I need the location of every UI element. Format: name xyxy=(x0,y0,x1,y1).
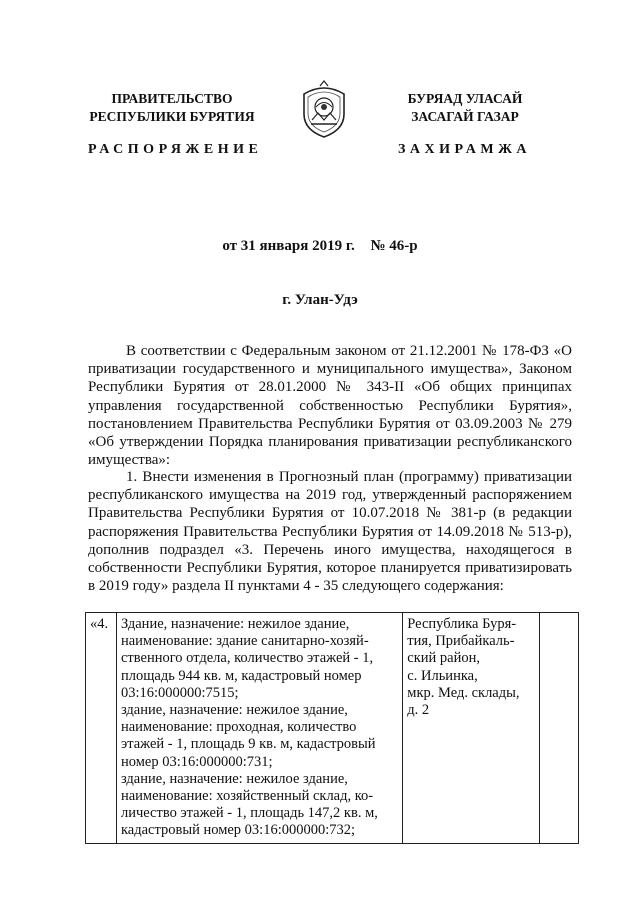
header-left-line-2: РЕСПУБЛИКИ БУРЯТИЯ xyxy=(89,109,255,124)
description-line: здание, назначение: нежилое здание, xyxy=(120,770,348,787)
description-line: площадь 944 кв. м, кадастровый номер xyxy=(120,667,362,684)
order-title-buryat: ЗАХИРАМЖА xyxy=(398,142,532,157)
order-number: № 46-р xyxy=(370,238,418,254)
location-line: ский район, xyxy=(407,650,481,667)
description-line: номер 03:16:000000:731; xyxy=(120,753,273,770)
description-line: наименование: здание санитарно-хозяй- xyxy=(120,633,369,650)
location-line: мкр. Мед. склады, xyxy=(407,684,520,701)
row-number: «4. xyxy=(86,613,117,844)
property-description xyxy=(116,613,402,844)
preamble-paragraph: В соответствии с Федеральным законом от 21.12.2001 № 178-ФЗ «О приватизации государственного и муниципального имущества», Законом Республики Бурятия от 28.01.2000 № 343-II «Об общих принципах управления государственной собственностью Республики Бурятия», постановлением Правительства Республики Бурятия от 03.09.2003 № 279 «Об утверждении Порядка планирования приватизации республиканского имущества»: xyxy=(88,343,572,469)
description-line: Здание, назначение: нежилое здание, xyxy=(120,616,350,632)
table-row xyxy=(86,613,579,844)
order-title-russian: РАСПОРЯЖЕНИЕ xyxy=(88,142,263,157)
location-line: тия, Прибайкаль- xyxy=(407,633,515,650)
date-number-line xyxy=(0,238,640,255)
header-right-line-2: ЗАСАГАЙ ГАЗАР xyxy=(411,109,519,124)
property-location xyxy=(403,613,540,844)
location-line: д. 2 xyxy=(407,702,430,719)
privatization-table xyxy=(85,612,579,844)
description-line: этажей - 1, площадь 9 кв. м, кадастровый xyxy=(120,736,376,753)
order-date: от 31 января 2019 г. xyxy=(222,238,355,254)
item-1-paragraph: 1. Внести изменения в Прогнозный план (программу) приватизации республиканского имущества на 2019 год, утвержденный распоряжением Правительства Республики Бурятия от 10.07.2018 № 381-р (в редакции распоряжения Правительства Республики Бурятия от 14.09.2018 № 513-р), дополнив подраздел «3. Перечень иного имущества, находящегося в собственности Республики Бурятия, которое планируется приватизировать в 2019 году» раздела II пунктами 4 - 35 следующего содержания: xyxy=(88,469,572,595)
description-line: наименование: проходная, количество xyxy=(120,719,357,736)
description-line: личество этажей - 1, площадь 147,2 кв. м, xyxy=(120,805,378,822)
government-title-russian xyxy=(62,90,282,126)
description-line: кадастровый номер 03:16:000000:732; xyxy=(120,822,356,839)
location-line: с. Ильинка, xyxy=(407,667,478,684)
coat-of-arms-icon xyxy=(298,80,350,140)
header-left-line-1: ПРАВИТЕЛЬСТВО xyxy=(111,91,233,106)
government-title-buryat xyxy=(370,90,560,126)
description-line: 03:16:000000:7515; xyxy=(120,684,239,701)
location-line: Республика Буря- xyxy=(407,616,517,632)
description-line: здание, назначение: нежилое здание, xyxy=(120,702,348,719)
description-line: наименование: хозяйственный склад, ко- xyxy=(120,788,374,805)
description-line: ственного отдела, количество этажей - 1, xyxy=(120,650,374,667)
empty-cell xyxy=(540,613,579,844)
city-name: г. Улан-Удэ xyxy=(282,292,358,308)
header-right-line-1: БУРЯАД УЛАСАЙ xyxy=(407,91,523,106)
